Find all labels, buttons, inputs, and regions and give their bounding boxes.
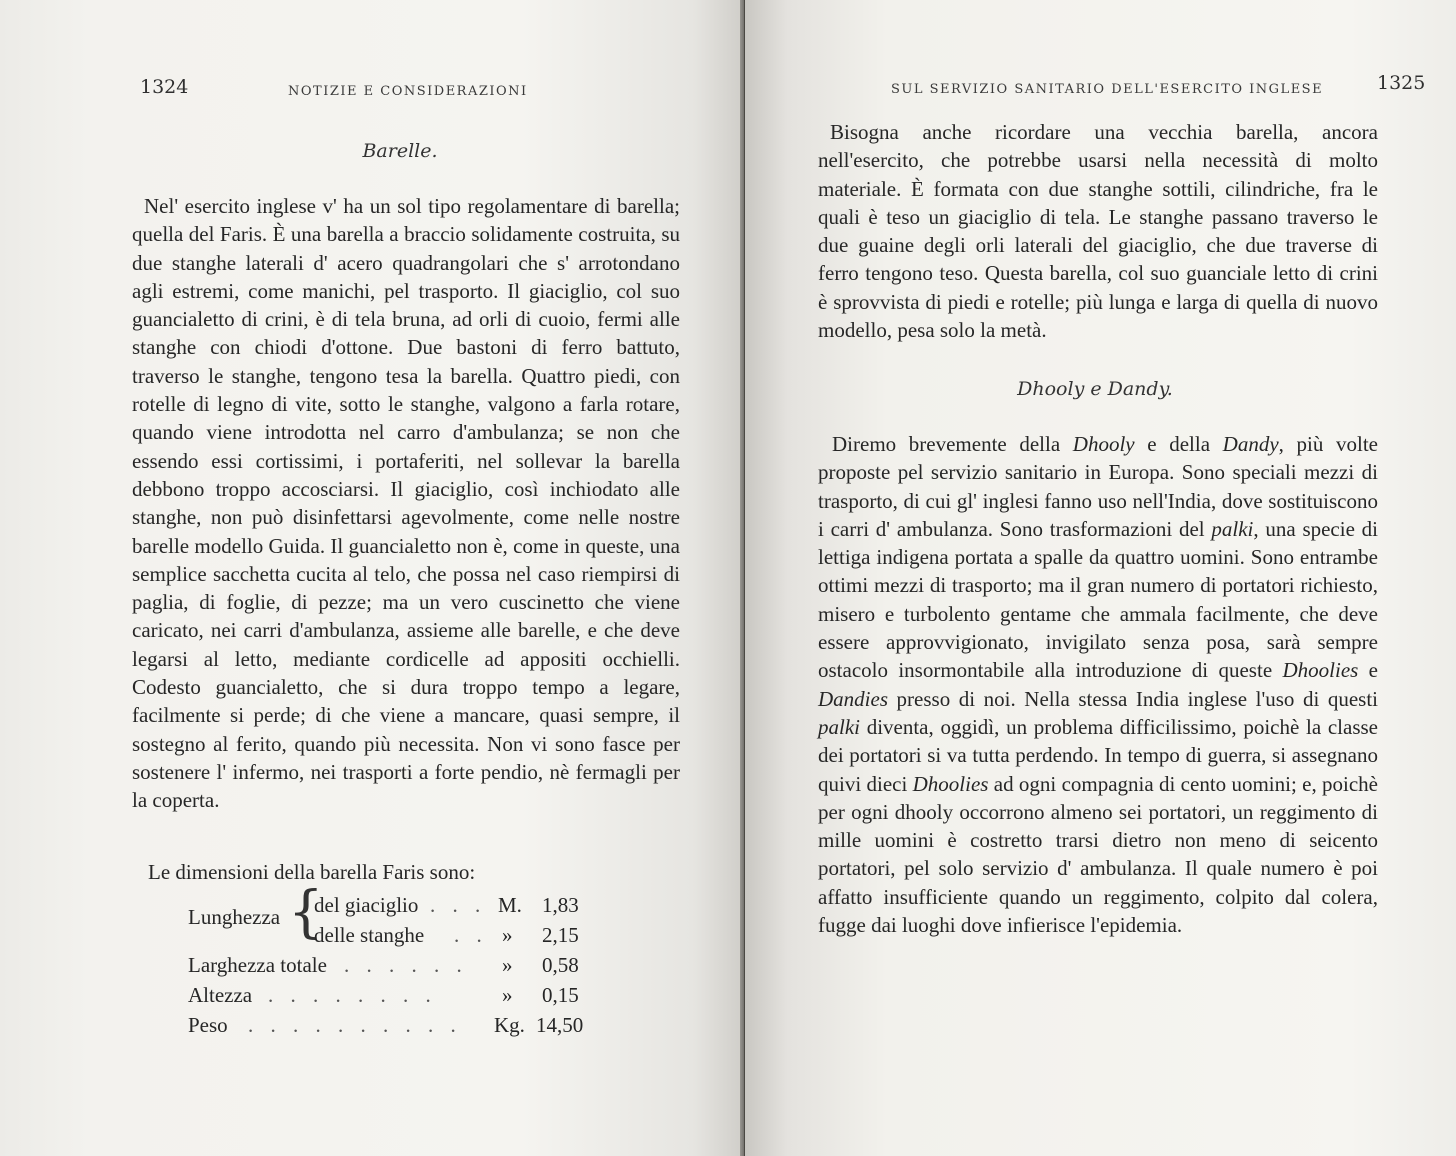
dimension-label: Altezza	[188, 983, 253, 1007]
body-paragraph: Diremo brevemente della Dhooly e della Dandy, più volte proposte pel servizio sanitario in Europa. Sono speciali mezzi di trasporto, di cui gl' inglesi fanno uso nell'India, dove sostituiscono i carri d' ambulanza. Sono trasformazioni del palki, una specie di lettiga indigena portata a spalle da quattro uomini. Sono entrambe ottimi mezzi di trasporto; ma il gran numero di portatori richiesto, misero e turbolento gentame che ammala facilmente, che deve essere approvvigionato, invigilato senza posa, sarà sempre ostacolo insormontabile alla introduzione di queste Dhoolies e Dandies presso di noi. Nella stessa India inglese l'uso di questi palki diventa, oggidì, un problema difficilissimo, poichè la classe dei portatori si va tutta perdendo. In tempo di guerra, si assegnano quivi dieci Dhoolies ad ogni compagnia di cento uomini; e, poichè per ogni dhooly occorrono almeno sei portatori, un reggimento di mille uomini è costretto trarsi dietro non meno di seicento portatori, pel solo servizio d' ambulanza. Il quale numero è poi affatto insufficiente quando un reggimento, colpito dal colera, fugge dai luoghi dove infierisce l'epidemia.	[818, 432, 1378, 938]
running-head: NOTIZIE E CONSIDERAZIONI	[288, 84, 528, 99]
dimension-value: 0,58	[542, 953, 579, 977]
running-head: SUL SERVIZIO SANITARIO DELL'ESERCITO INGLESE	[891, 82, 1324, 97]
dimension-unit: »	[502, 983, 513, 1007]
dimension-row	[314, 923, 424, 948]
dimension-unit: »	[502, 953, 513, 977]
body-paragraph: Nel' esercito inglese v' ha un sol tipo regolamentare di barella; quella del Faris. È una barella a braccio solidamente costruita, su due stanghe laterali d' acero quadrangolari che s' arrotondano agli estremi, come manichi, pel trasporto. Il giaciglio, col suo guancialetto di crini, è di tela bruna, ad orli di cuoio, fermi alle stanghe con chiodi d'ottone. Due bastoni di ferro battuto, traverso le stanghe, tengono tesa la barella. Quattro piedi, con rotelle di legno di vite, sotto le stanghe, valgono a farla rotare, quando viene introdotta nel carro d'ambulanza; se non che essendo essi cortissimi, i portaferiti, nel sollevar la barella debbono troppo accosciarsi. Il giaciglio, così inchiodato alle stanghe, non può disinfettarsi agevolmente, come nelle nostre barelle modello Guida. Il guancialetto non è, come in queste, una semplice sacchetta cucita al telo, che possa nel caso riempirsi di paglia, di foglie, di pezze; ma un vero cuscinetto che viene caricato, nei carri d'ambulanza, assieme alle barelle, e che deve legarsi al letto, mediante cordicelle ad appositi occhielli. Codesto guancialetto, che si dura troppo tempo a legare, facilmente si perde; di che viene a mancare, quasi sempre, il sostegno al ferito, quando più necessita. Non vi sono fasce per sostenere l' infermo, nei trasporti a forte pendio, nè fermagli per la coperta.	[132, 194, 680, 813]
body-paragraph: Bisogna anche ricordare una vecchia barella, ancora nell'esercito, che potrebbe usarsi nella necessità di molto materiale. È formata con due stanghe sottili, cilindriche, fra le quali è teso un giaciglio di tela. Le stanghe passano traverso le due guaine degli orli laterali del giaciglio, che due traverse di ferro tengono teso. Questa barella, col suo guanciale letto di crini è sprovvista di piedi e rotelle; più lunga e larga di quella di nuovo modello, pesa solo la metà.	[818, 120, 1378, 343]
leader-dots: . . .	[430, 893, 487, 917]
italic-term: Dhoolies	[912, 771, 989, 796]
dimension-label: Larghezza totale	[188, 953, 327, 977]
italic-term: Dandy	[1222, 432, 1279, 456]
leader-dots: . . . . . . . .	[268, 983, 437, 1007]
section-title: Barelle.	[362, 140, 438, 162]
dimension-value: 14,50	[536, 1013, 584, 1037]
dimension-value: 2,15	[542, 923, 579, 947]
leader-dots: . .	[454, 923, 488, 947]
dimension-label: delle stanghe	[314, 923, 425, 947]
dimension-value: 1,83	[542, 893, 579, 917]
italic-term: palki	[818, 714, 860, 739]
italic-term: Dhoolies	[1282, 658, 1359, 683]
page-number: 1325	[1377, 72, 1426, 94]
dimensions-intro: Le dimensioni della barella Faris sono:	[148, 860, 476, 884]
dimensions-table	[188, 880, 608, 1043]
section-title: Dhooly e Dandy.	[1017, 378, 1173, 400]
dimension-group-label: Lunghezza	[188, 905, 281, 929]
dimension-label: del giaciglio	[314, 893, 419, 917]
right-page	[745, 0, 1456, 1156]
italic-term: Dandies	[818, 686, 888, 711]
dimension-unit: »	[502, 923, 513, 947]
dimension-unit: M.	[498, 893, 522, 917]
leader-dots: . . . . . .	[344, 953, 468, 977]
dimension-unit: Kg.	[494, 1013, 525, 1037]
italic-term: palki	[1211, 516, 1254, 541]
dimension-label: Peso	[188, 1013, 228, 1037]
dimension-row	[314, 893, 418, 918]
leader-dots: . . . . . . . . . .	[248, 1013, 462, 1037]
brace-symbol: {	[288, 880, 324, 945]
dimension-value: 0,15	[542, 983, 579, 1007]
italic-term: Dhooly	[1072, 432, 1135, 456]
page-number: 1324	[140, 76, 189, 98]
